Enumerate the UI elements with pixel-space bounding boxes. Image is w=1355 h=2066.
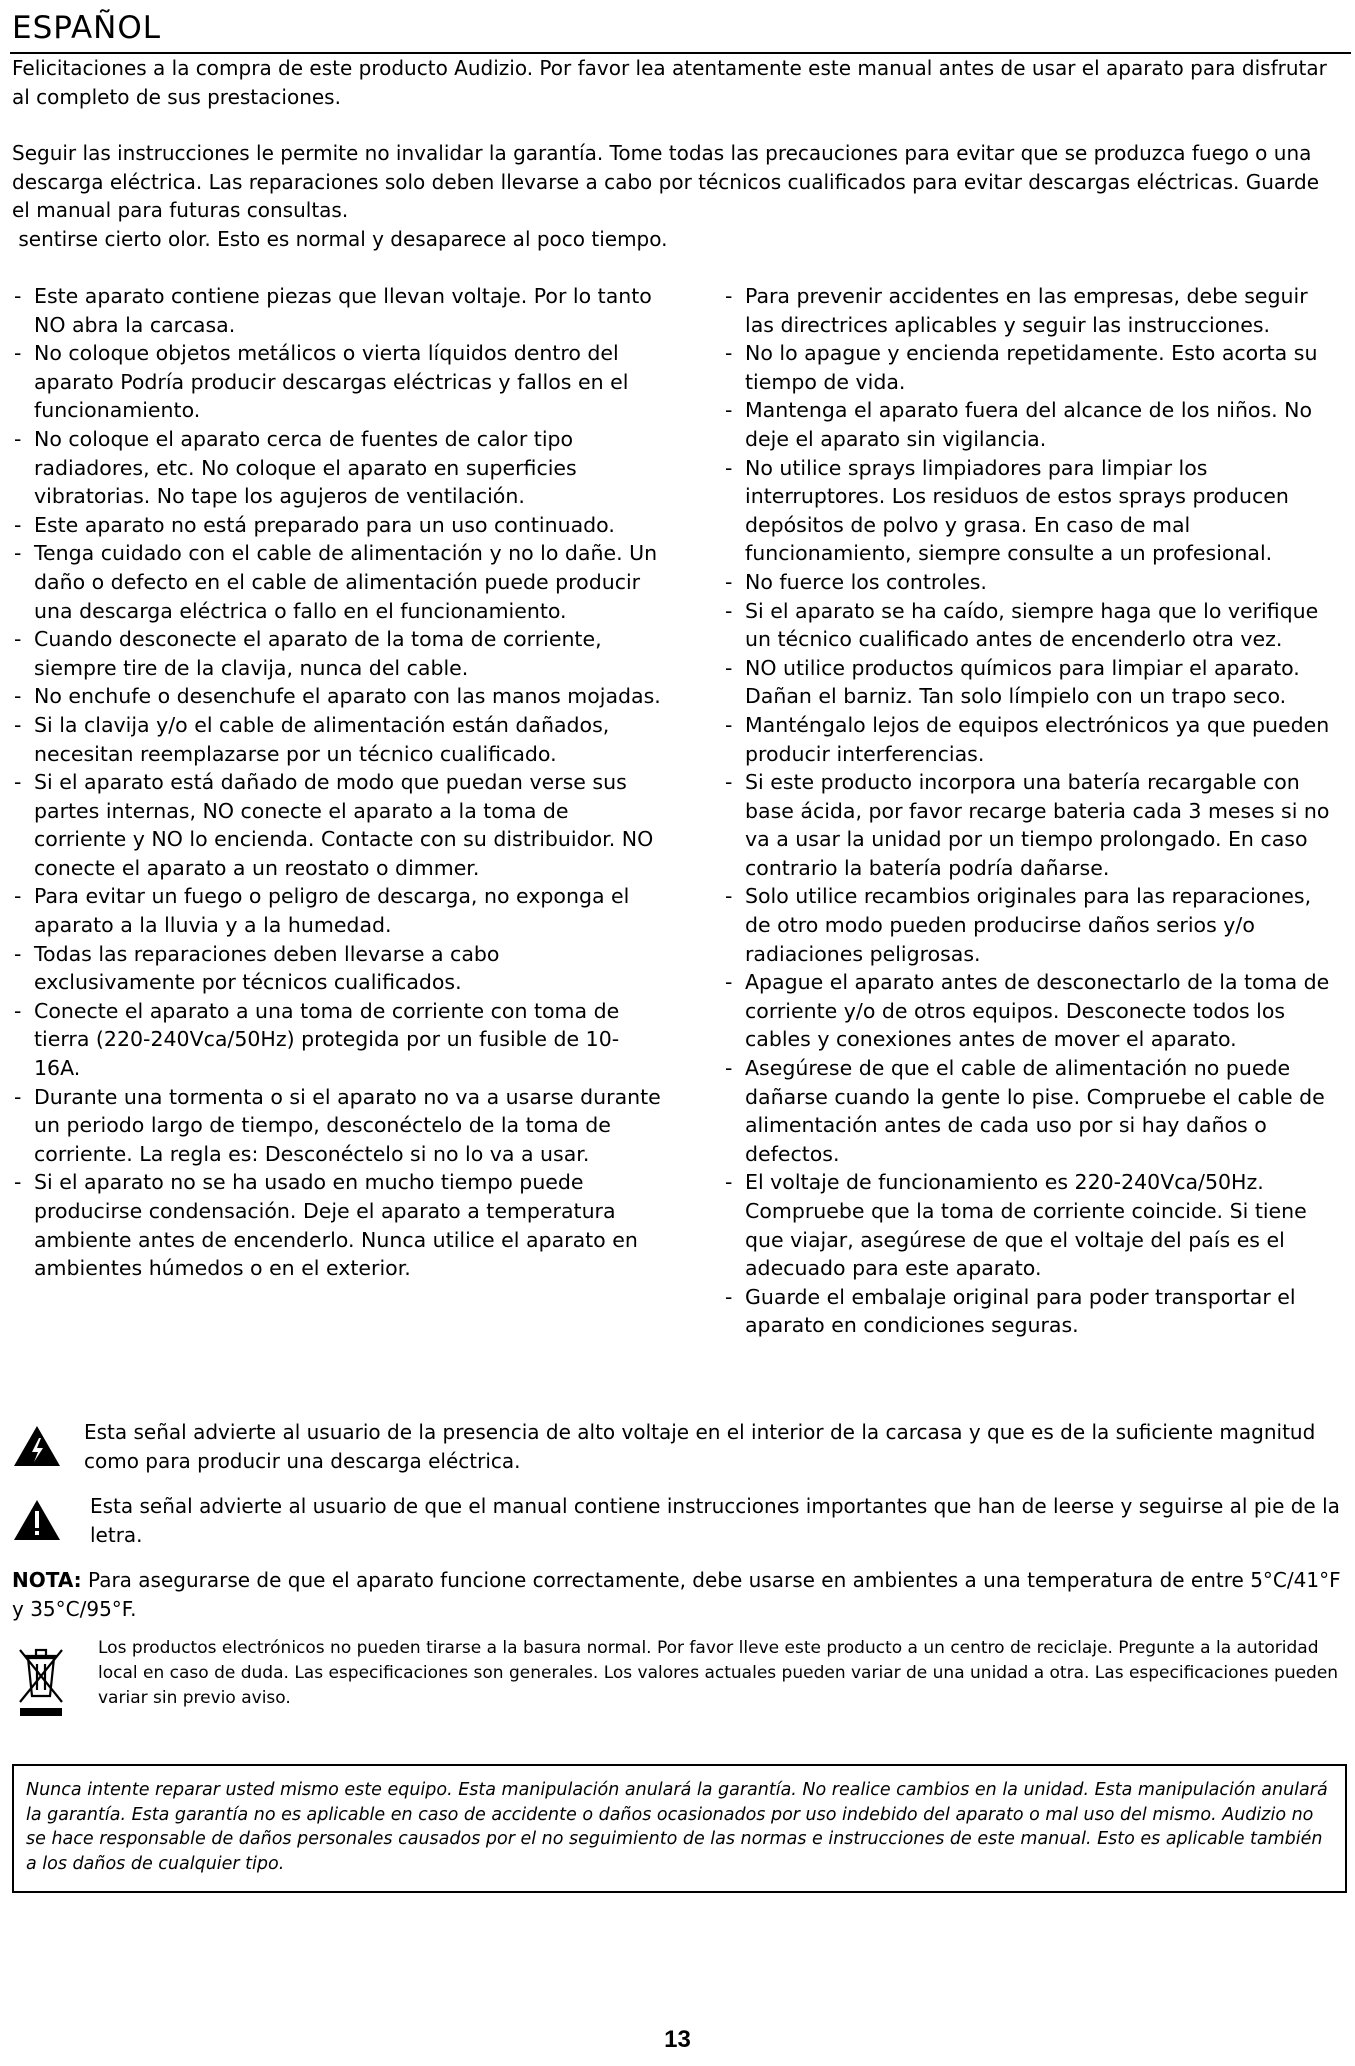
list-item: - Para evitar un fuego o peligro de descarga, no exponga el aparato a la lluvia y a la humedad.	[12, 882, 662, 939]
list-item: - Este aparato no está preparado para un uso continuado.	[12, 511, 662, 540]
list-item: - Para prevenir accidentes en las empresas, debe seguir las directrices aplicables y seguir las instrucciones.	[723, 282, 1343, 339]
list-item: - No lo apague y encienda repetidamente. Esto acorta su tiempo de vida.	[723, 339, 1343, 396]
recycling-text: Los productos electrónicos no pueden tirarse a la basura normal. Por favor lleve este producto a un centro de reciclaje. Pregunte a la autoridad local en caso de duda. Las especificaciones son generales. Los valores actuales pueden variar de una unidad a otra. Las especificaciones pueden variar sin previo aviso.	[98, 1638, 1339, 1708]
intro-paragraph-3: sentirse cierto olor. Esto es normal y desaparece al poco tiempo.	[12, 226, 668, 251]
list-item: - Si el aparato está dañado de modo que puedan verse sus partes internas, NO conecte el aparato a la toma de corriente y NO lo encienda. Contacte con su distribuidor. NO conecte el aparato a un reostato o dimmer.	[12, 768, 662, 882]
list-item: - No fuerce los controles.	[723, 568, 1343, 597]
manual-warning-text: Esta señal advierte al usuario de que el manual contiene instrucciones importantes que han de leerse y seguirse al pie de la letra.	[90, 1494, 1340, 1547]
list-item: - Solo utilice recambios originales para las reparaciones, de otro modo pueden producirse daños serios y/o radiaciones peligrosas.	[723, 882, 1343, 968]
note-label: NOTA:	[12, 1568, 82, 1592]
list-item: - No utilice sprays limpiadores para limpiar los interruptores. Los residuos de estos sprays producen depósitos de polvo y grasa. En caso de mal funcionamiento, siempre consulte a un profesional.	[723, 454, 1343, 568]
list-item: - Tenga cuidado con el cable de alimentación y no lo dañe. Un daño o defecto en el cable de alimentación puede producir una descarga eléctrica o fallo en el funcionamiento.	[12, 539, 662, 625]
crossed-bin-icon	[16, 1644, 66, 1718]
intro-paragraph-1: Felicitaciones a la compra de este producto Audizio. Por favor lea atentamente este manual antes de usar el aparato para disfrutar al completo de sus prestaciones.	[12, 56, 1327, 109]
voltage-warning-text: Esta señal advierte al usuario de la presencia de alto voltaje en el interior de la carcasa y que es de la suficiente magnitud como para producir una descarga eléctrica.	[84, 1420, 1316, 1473]
list-item: - Si el aparato no se ha usado en mucho tiempo puede producirse condensación. Deje el aparato a temperatura ambiente antes de encenderlo. Nunca utilice el aparato en ambientes húmedos o en el exterior.	[12, 1168, 662, 1282]
list-item: - Cuando desconecte el aparato de la toma de corriente, siempre tire de la clavija, nunca del cable.	[12, 625, 662, 682]
list-item: - Mantenga el aparato fuera del alcance de los niños. No deje el aparato sin vigilancia.	[723, 396, 1343, 453]
intro-paragraph-2: Seguir las instrucciones le permite no invalidar la garantía. Tome todas las precauciones para evitar que se produzca fuego o una descarga eléctrica. Las reparaciones solo deben llevarse a cabo por técnicos cualificados para evitar descargas eléctricas. Guarde el manual para futuras consultas.	[12, 141, 1320, 222]
list-item: - Apague el aparato antes de desconectarlo de la toma de corriente y/o de otros equipos. Desconecte todos los cables y conexiones antes de mover el aparato.	[723, 968, 1343, 1054]
list-item: - Durante una tormenta o si el aparato no va a usarse durante un periodo largo de tiempo, desconéctelo de la toma de corriente. La regla es: Desconéctelo si no lo va a usar.	[12, 1083, 662, 1169]
list-item: - No coloque el aparato cerca de fuentes de calor tipo radiadores, etc. No coloque el aparato en superficies vibratorias. No tape los agujeros de ventilación.	[12, 425, 662, 511]
list-item: - No enchufe o desenchufe el aparato con las manos mojadas.	[12, 682, 662, 711]
list-item: - Si este producto incorpora una batería recargable con base ácida, por favor recarge bateria cada 3 meses si no va a usar la unidad por un tiempo prolongado. En caso contrario la batería podría dañarse.	[723, 768, 1343, 882]
list-item: - No coloque objetos metálicos o vierta líquidos dentro del aparato Podría producir descargas eléctricas y fallos en el funcionamiento.	[12, 339, 662, 425]
list-item: - Manténgalo lejos de equipos electrónicos ya que pueden producir interferencias.	[723, 711, 1343, 768]
page-number: 13	[664, 2026, 691, 2053]
list-item: - Todas las reparaciones deben llevarse a cabo exclusivamente por técnicos cualificados.	[12, 940, 662, 997]
list-item: - Este aparato contiene piezas que llevan voltaje. Por lo tanto NO abra la carcasa.	[12, 282, 662, 339]
list-item: - Asegúrese de que el cable de alimentación no puede dañarse cuando la gente lo pise. Compruebe el cable de alimentación antes de cada uso por si hay daños o defectos.	[723, 1054, 1343, 1168]
list-item: - El voltaje de funcionamiento es 220-240Vca/50Hz. Compruebe que la toma de corriente coincide. Si tiene que viajar, asegúrese de que el voltaje del país es el adecuado para este aparato.	[723, 1168, 1343, 1282]
safety-list-left	[12, 282, 662, 1283]
list-item: - Conecte el aparato a una toma de corriente con toma de tierra (220-240Vca/50Hz) protegida por un fusible de 10-16A.	[12, 997, 662, 1083]
note-text: Para asegurarse de que el aparato funcione correctamente, debe usarse en ambientes a una temperatura de entre 5°C/41°F y 35°C/95°F.	[12, 1568, 1341, 1621]
list-item: - Si el aparato se ha caído, siempre haga que lo verifique un técnico cualificado antes de encenderlo otra vez.	[723, 597, 1343, 654]
lightning-warning-icon	[12, 1424, 62, 1468]
temperature-note	[12, 1566, 1342, 1624]
list-item: - Guarde el embalaje original para poder transportar el aparato en condiciones seguras.	[723, 1283, 1343, 1340]
list-item: - NO utilice productos químicos para limpiar el aparato. Dañan el barniz. Tan solo límpielo con un trapo seco.	[723, 654, 1343, 711]
page-heading: ESPAÑOL	[12, 10, 162, 46]
list-item: - Si la clavija y/o el cable de alimentación están dañados, necesitan reemplazarse por un técnico cualificado.	[12, 711, 662, 768]
exclamation-warning-icon	[12, 1498, 62, 1542]
intro-section	[12, 54, 1342, 253]
safety-list-right	[723, 282, 1343, 1340]
warranty-disclaimer: Nunca intente reparar usted mismo este equipo. Esta manipulación anulará la garantía. No realice cambios en la unidad. Esta manipulación anulará la garantía. Esta garantía no es aplicable en caso de accidente o daños ocasionados por uso indebido del aparato o mal uso del mismo. Audizio no se hace responsable de daños personales causados por el no seguimiento de las normas e instrucciones de este manual. Esto es aplicable también a los daños de cualquier tipo.	[12, 1764, 1347, 1893]
